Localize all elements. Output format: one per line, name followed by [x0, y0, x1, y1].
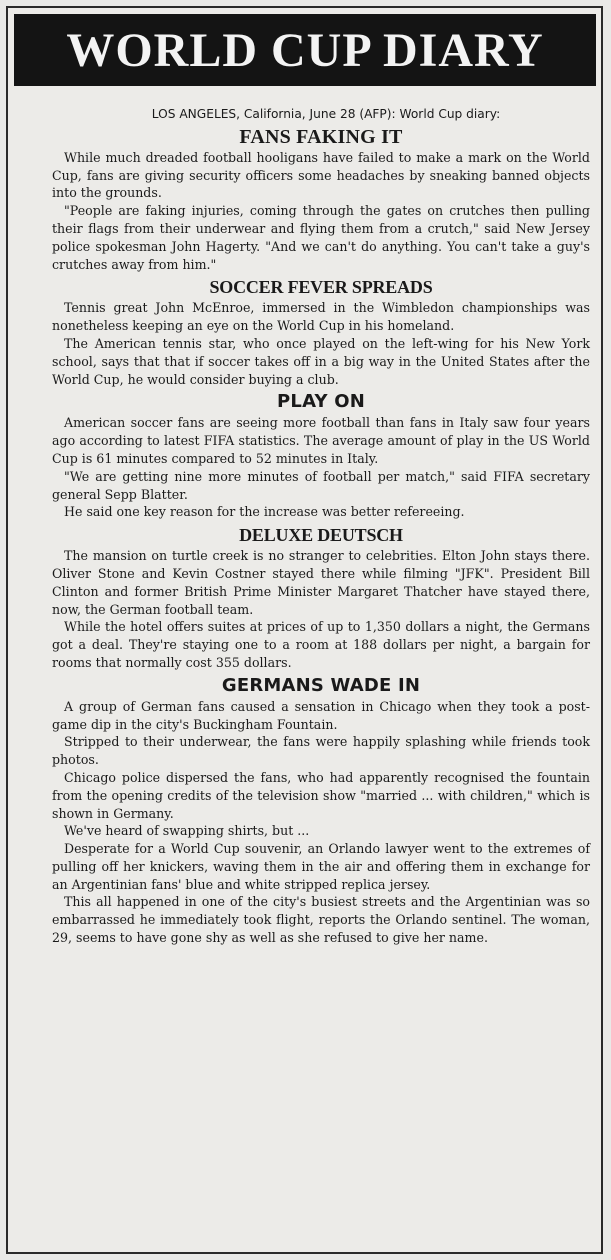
section-heading: GERMANS WADE IN [221, 674, 421, 696]
section-deluxe-deutsch [52, 523, 590, 672]
paragraph: "People are faking injuries, coming through the gates on crutches then pulling their flags from their underwear and flying them from a crutch," said New Jersey police spokesman John Hagerty. "And we can't do anything. You can't take a guy's crutches away from him." [52, 203, 590, 272]
paragraph: "We are getting nine more minutes of football per match," said FIFA secretary general Sepp Blatter. [52, 468, 590, 502]
paragraph: Chicago police dispersed the fans, who had apparently recognised the fountain from the opening credits of the television show "married ... with children," which is shown in Germany. [52, 769, 590, 821]
paragraph: While the hotel offers suites at prices of up to 1,350 dollars a night, the Germans got a deal. They're staying one to a room at 188 dollars per night, a bargain for rooms that normally cost 355 dollars. [52, 619, 590, 670]
paragraph: We've heard of swapping shirts, but ... [64, 823, 310, 839]
dateline: LOS ANGELES, California, June 28 (AFP): World Cup diary: [151, 107, 501, 121]
paragraph: A group of German fans caused a sensation in Chicago when they took a post-game dip in the city's Buckingham Fountain. [52, 698, 590, 732]
section-heading: FANS FAKING IT [239, 125, 403, 148]
paragraph: The mansion on turtle creek is no stranger to celebrities. Elton John stays there. Oliver Stone and Kevin Costner stayed there while filming "JFK". President Bill Clinton and former British Prime Minister Margaret Thatcher have stayed there, now, the German football team. [52, 548, 590, 617]
paragraph: Desperate for a World Cup souvenir, an Orlando lawyer went to the extremes of pulling off her knickers, waving them in the air and offering them in exchange for an Argentinian fans' blue and white stripped replica jersey. [52, 841, 590, 892]
article-body [52, 106, 590, 949]
paragraph: Tennis great John McEnroe, immersed in the Wimbledon championships was nonetheless keeping an eye on the World Cup in his homeland. [52, 300, 590, 334]
section-heading: DELUXE DEUTSCH [239, 525, 403, 546]
section-germans-wade-in [52, 674, 590, 947]
paragraph: This all happened in one of the city's busiest streets and the Argentinian was so embarrassed he immediately took flight, reports the Orlando sentinel. The woman, 29, seems to have gone shy as well as she refused to give her name. [52, 894, 590, 946]
paragraph: The American tennis star, who once played on the left-wing for his New York school, says that that if soccer takes off in a big way in the United States after the World Cup, he would consider buying a club. [52, 335, 590, 387]
paragraph: He said one key reason for the increase was better refereeing. [64, 504, 465, 520]
paragraph: American soccer fans are seeing more football than fans in Italy saw four years ago according to latest FIFA statistics. The average amount of play in the US World Cup is 61 minutes compared to 52 minutes in Italy. [52, 415, 590, 466]
masthead: WORLD CUP DIARY [14, 14, 596, 86]
section-heading: PLAY ON [277, 391, 365, 413]
section-soccer-fever-spreads [52, 275, 590, 388]
section-play-on [52, 390, 590, 521]
section-fans-faking-it [52, 125, 590, 274]
section-heading: SOCCER FEVER SPREADS [209, 277, 433, 298]
paragraph: While much dreaded football hooligans have failed to make a mark on the World Cup, fans are giving security officers some headaches by sneaking banned objects into the grounds. [52, 149, 590, 201]
newspaper-clipping [6, 6, 603, 1254]
paragraph: Stripped to their underwear, the fans were happily splashing while friends took photos. [52, 734, 590, 768]
